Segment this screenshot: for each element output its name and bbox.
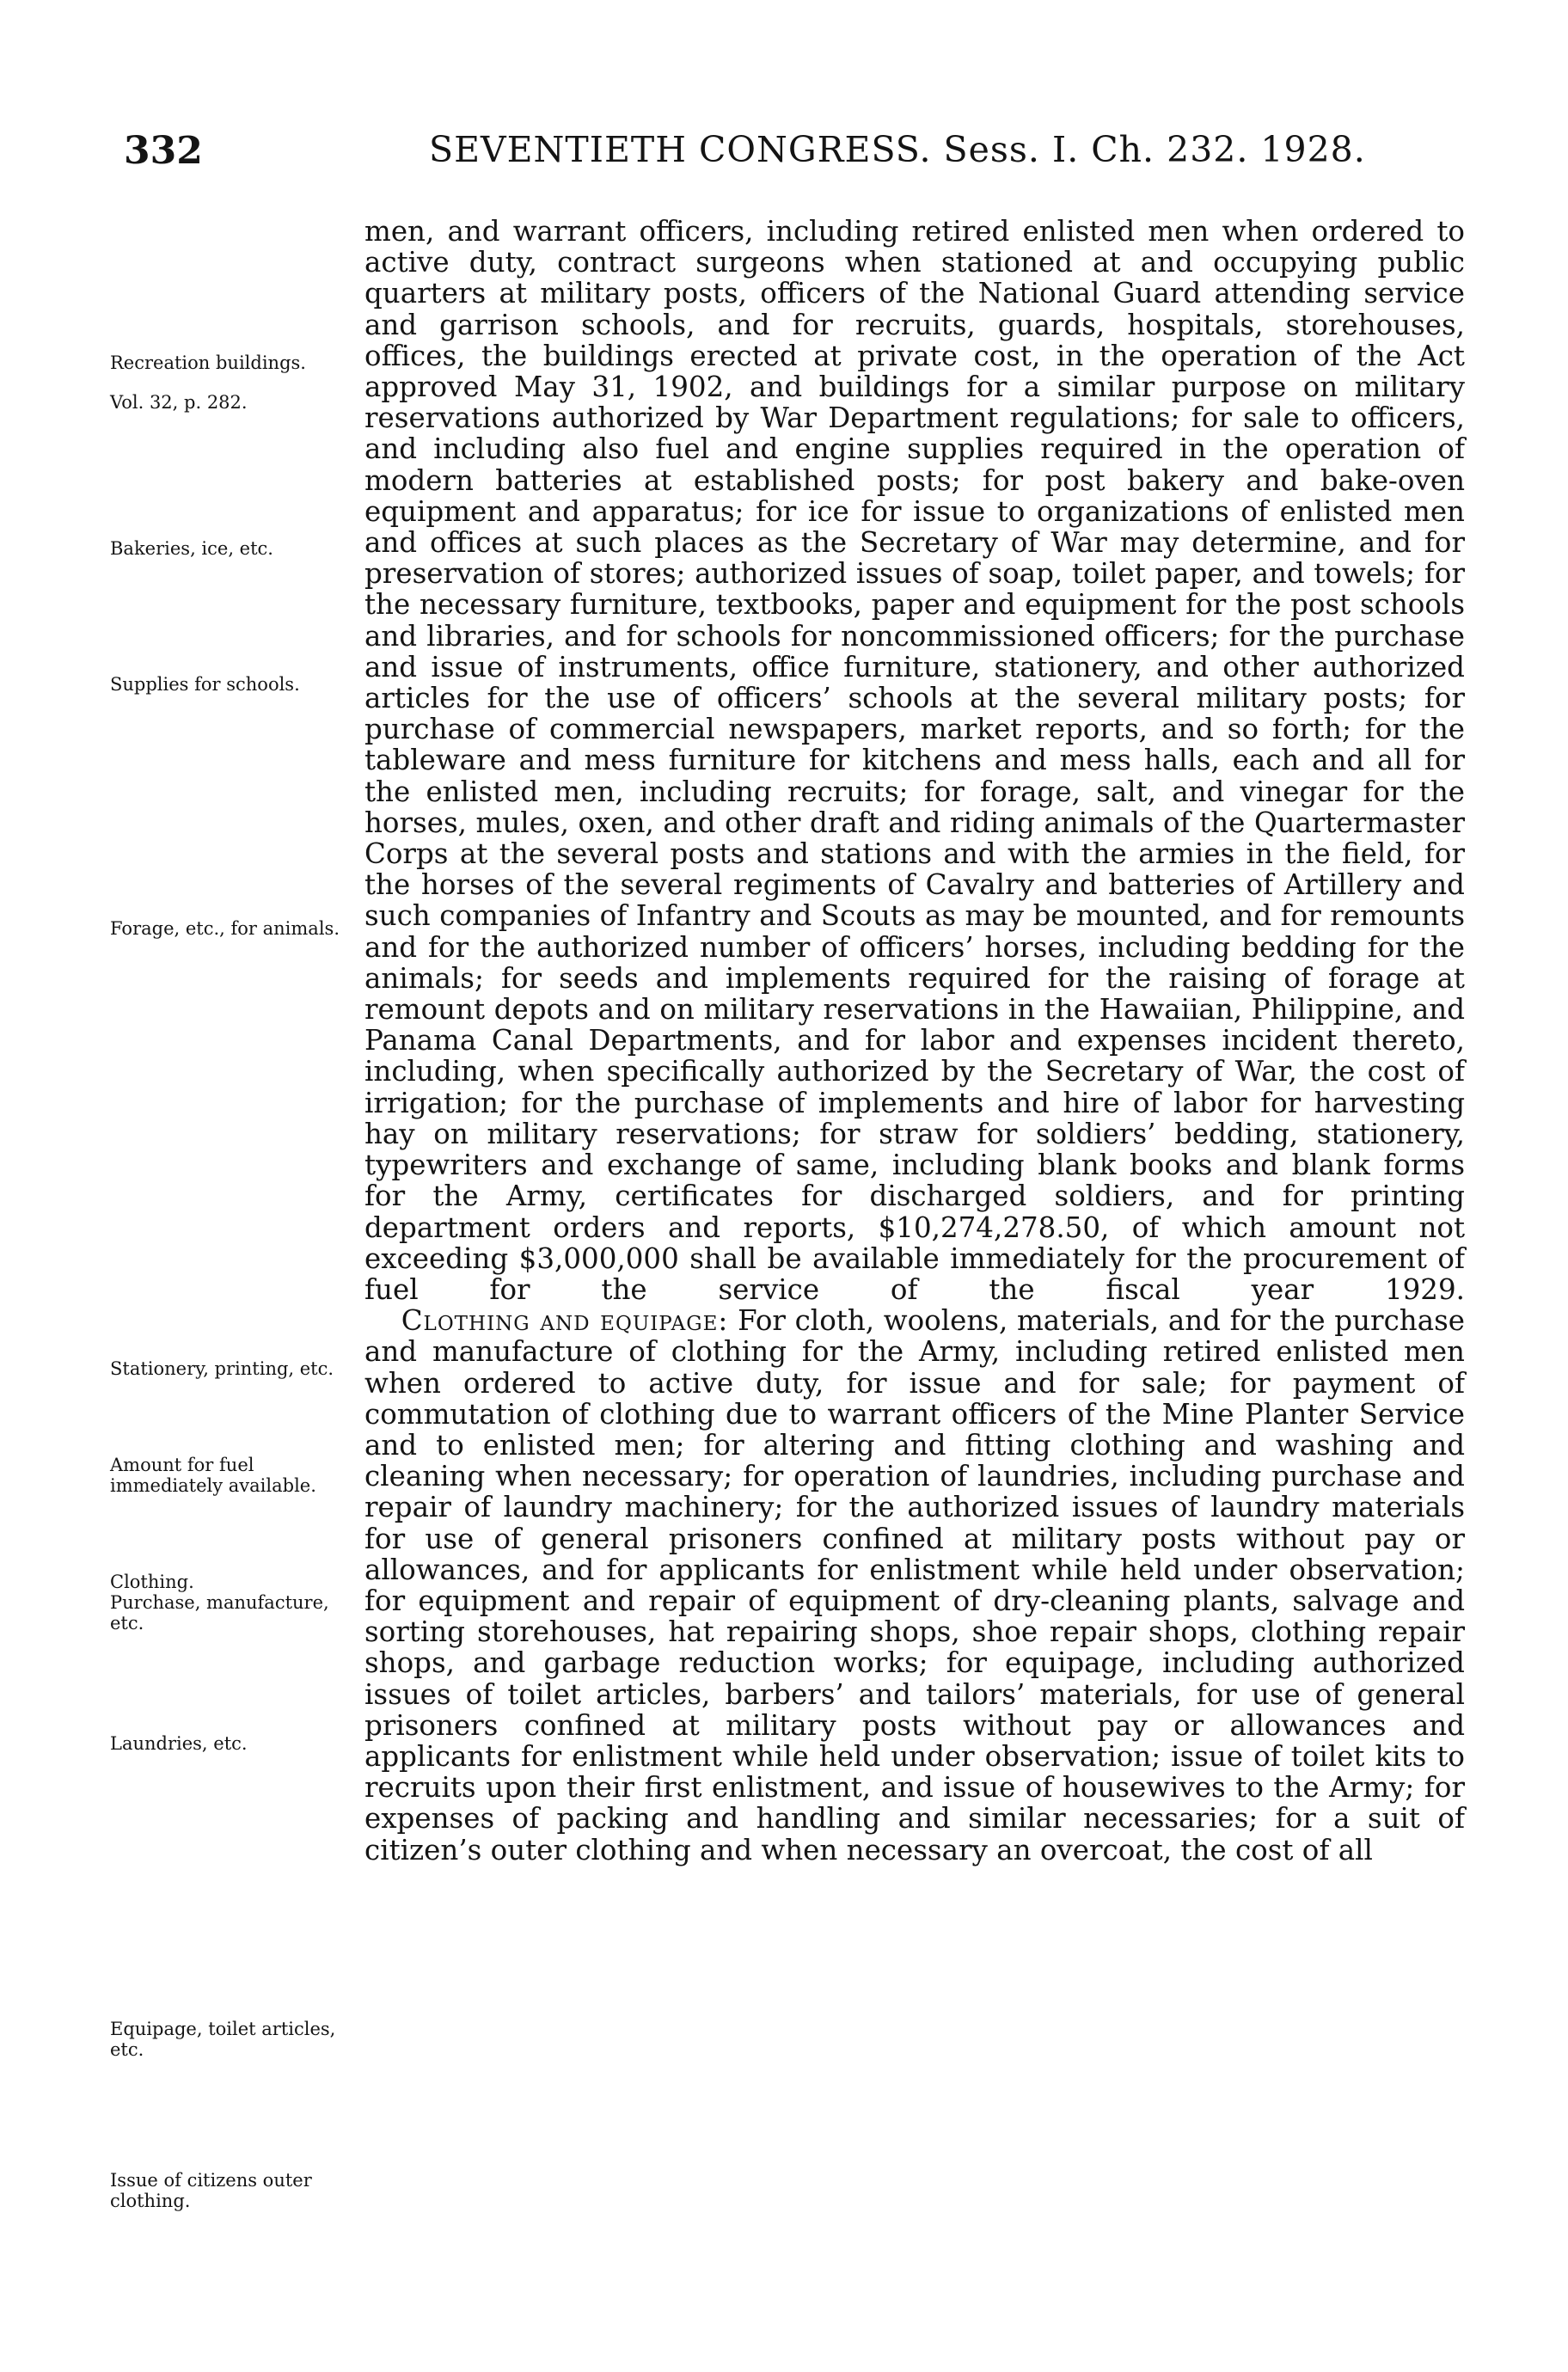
- margin-note-fuel-amount: Amount for fuel immediately available.: [110, 1455, 316, 1496]
- margin-note-equipage-toilet-articles: Equipage, toilet articles, etc.: [110, 2019, 336, 2060]
- paragraph-quartermaster-supplies: men, and warrant officers, including retired enlisted men when ordered to active duty, contract surgeons when stationed at and occupying public quarters at military posts, officers of the National Guard attending service and garrison schools, and for recruits, guards, hospitals, storehouses, offices, the buildings erected at private cost, in the operation of the Act approved May 31, 1902, and buildings for a similar purpose on military reservations authorized by War Department regulations; for sale to officers, and including also fuel and engine supplies required in the operation of modern batteries at established posts; for post bakery and bake-oven equipment and apparatus; for ice for issue to organizations of enlisted men and offices at such places as the Secretary of War may determine, and for preservation of stores; authorized issues of soap, toilet paper, and towels; for the necessary furniture, textbooks, paper and equipment for the post schools and libraries, and for schools for noncommissioned officers; for the purchase and issue of instruments, office furniture, stationery, and other authorized articles for the use of officers’ schools at the several military posts; for purchase of commercial newspapers, market reports, and so forth; for the tableware and mess furniture for kitchens and mess halls, each and all for the enlisted men, including recruits; for forage, salt, and vinegar for the horses, mules, oxen, and other draft and riding animals of the Quartermaster Corps at the several posts and stations and with the armies in the field, for the horses of the several regiments of Cavalry and batteries of Artillery and such companies of Infantry and Scouts as may be mounted, and for remounts and for the authorized number of officers’ horses, including bedding for the animals; for seeds and implements required for the raising of forage at remount depots and on military reservations in the Hawaiian, Philippine, and Panama Canal Departments, and for labor and expenses incident thereto, including, when specifically authorized by the Secretary of War, the cost of irrigation; for the purchase of implements and hire of labor for harvesting hay on military reservations; for straw for soldiers’ bedding, stationery, typewriters and exchange of same, including blank books and blank forms for the Army, certificates for discharged soldiers, and for printing department orders and reports, $10,274,278.50, of which amount not exceeding $3,000,000 shall be available immediately for the procurement of fuel for the service of the fiscal year 1929.: [364, 215, 1465, 1306]
- margin-note-volume-reference: Vol. 32, p. 282.: [110, 392, 248, 413]
- margin-note-forage: Forage, etc., for animals.: [110, 918, 340, 939]
- paragraph-clothing-text: For cloth, woolens, materials, and for the purchase and manufacture of clothing for the Army, including retired enlisted men when ordered to active duty, for issue and for sale; for payment of commutation of clothing due to warrant officers of the Mine Planter Service and to enlisted men; for altering and fitting clothing and washing and cleaning when necessary; for operation of laundries, including purchase and repair of laundry machinery; for the authorized issues of laundry materials for use of general prisoners confined at military posts without pay or allowances, and for applicants for enlistment while held under observation; for equipment and repair of equipment of dry-cleaning plants, salvage and sorting storehouses, hat repairing shops, shoe repair shops, clothing repair shops, and garbage reduction works; for equipage, including authorized issues of toilet articles, barbers’ and tailors’ materials, for use of general prisoners confined at military posts without pay or allowances and applicants for enlistment while held under observation; issue of toilet kits to recruits upon their first enlistment, and issue of housewives to the Army; for expenses of packing and handling and similar necessaries; for a suit of citizen’s outer clothing and when necessary an overcoat, the cost of all: [364, 1304, 1465, 1866]
- margin-note-purchase-manufacture: Purchase, manufacture, etc.: [110, 1592, 329, 1633]
- margin-note-laundries: Laundries, etc.: [110, 1733, 248, 1754]
- body-text: [364, 216, 1465, 1866]
- margin-notes: [110, 0, 359, 2372]
- margin-note-stationery-printing: Stationery, printing, etc.: [110, 1358, 334, 1379]
- section-heading-clothing: Clothing and equipage:: [401, 1304, 729, 1338]
- page-number: 332: [124, 129, 203, 173]
- margin-note-citizens-outer-clothing: Issue of citizens outer clothing.: [110, 2170, 312, 2211]
- running-title: SEVENTIETH CONGRESS. Sess. I. Ch. 232. 1928.: [429, 129, 1366, 170]
- margin-note-supplies-for-schools: Supplies for schools.: [110, 674, 300, 695]
- paragraph-clothing-and-equipage: [364, 1305, 1465, 1866]
- margin-note-recreation-buildings: Recreation buildings.: [110, 352, 306, 373]
- margin-note-clothing: Clothing.: [110, 1572, 194, 1592]
- margin-note-bakeries: Bakeries, ice, etc.: [110, 538, 273, 559]
